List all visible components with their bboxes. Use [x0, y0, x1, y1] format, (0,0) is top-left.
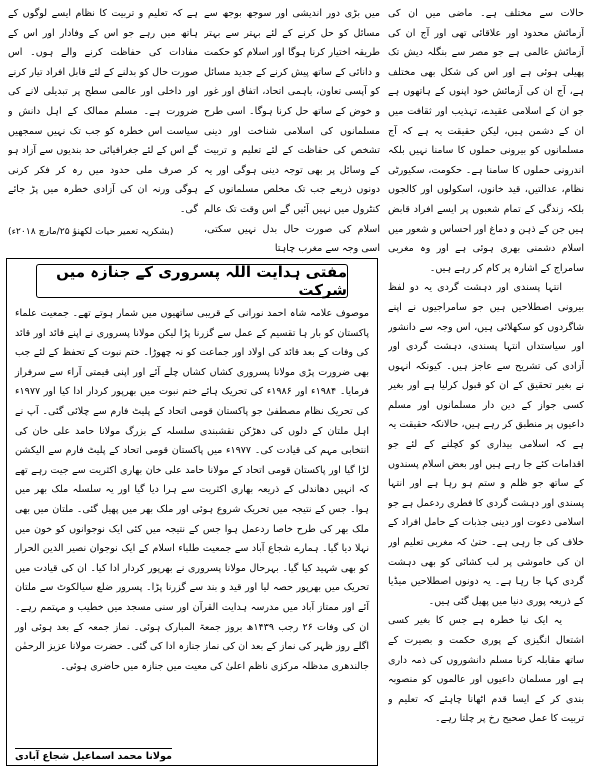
article-body: [7, 300, 377, 676]
author-signature: مولانا محمد اسماعیل شجاع آبادی: [15, 748, 172, 762]
column-right: [388, 4, 584, 770]
paragraph: میں بڑی دور اندیشی اور سوجھ بوجھ سے مسائل کو حل کرنے کے لئے بہتر سے بہتر طریقہ اختیار کرنا ہوگا اور اسلام کو حکمت و دانائی کے ساتھ پیش کرنے کے جدید مسائل کو آپسی تعاون، باہمی اتحاد، اتفاق اور غور و خوض کے ساتھ حل کرنا ہوگا۔ اسی طرح مسلمانوں کی اسلامی شناخت اور دینی تشخص کی حفاظت کے لئے تعلیم و تربیت کے وسائل پر بھی توجہ دینی ہوگی اور یہ دونوں ذریعے جب تک مخلص مسلمانوں کے کنٹرول میں نہیں آئیں گے اس وقت تک عالم اسلام کی صورت حال بدل نہیں سکتی، اسی وجہ سے مغرب چاہتا: [204, 8, 380, 255]
article-headline: مفتی ہدایت اللہ پسروری کے جنازہ میں شرکت: [56, 263, 347, 299]
paragraph: حالات سے مختلف ہے۔ ماضی میں ان کی آزمائش محدود اور علاقائی تھی اور آج ان کی آزمائش عالمی ہے جو مصر سے بنگلہ دیش تک پھیلی ہوئی ہے اور اس کی شکل بھی مختلف ہے، آج ان کی آزمائش خود اپنوں کے ہاتھوں ہے جو ان کے اسلامی عقیدے، تہذیب اور ثقافت میں ان کے دشمن ہیں، لیکن حقیقت یہ ہے کہ آج مسلمانوں کو بیرونی حملوں کا سامنا نہیں بلکہ اندرونی حملوں کا سامنا ہے۔ حکومت، سکیورٹی نظام، عدالتیں، قید خانوں، اسکولوں اور کالجوں بلکہ زندگی کے تمام شعبوں پر ایسے افراد قابض ہیں جن کے ذہن و دماغ اور احساس و شعور میں اسلام دشمنی بھری ہوئی ہے اور وہ مغربی سامراج کے اشارہ پر کام کر رہے ہیں۔: [388, 8, 584, 274]
source-credit: (بشکریہ تعمیر حیات لکھنؤ ۲۵/مارچ ۲۰۱۸ء): [8, 225, 174, 237]
paragraph: ہے کہ تعلیم و تربیت کا نظام ایسے لوگوں کے ہاتھ میں رہے جو اس کے وفادار اور اس کے مفادات کی حفاظت کرنے والے ہوں۔ اس صورت حال کو بدلنے کے لئے قابل افراد تیار کرنے اور داخلی اور عالمی سطح پر تبدیلی لانے کی ضرورت ہے۔ مسلم ممالک کے اہل دانش و سیاست اس خطرہ کو جب تک نہیں سمجھیں گے اس کے لئے جغرافیائی حد بندیوں سے آزاد ہو کر صرف ملی حدود میں رہ کر فکر کرنی ہوگی ورنہ ان کی آزادی خطرہ میں پڑ جائے گی۔: [8, 8, 198, 215]
column-middle: [204, 4, 380, 256]
article-headline-frame: [36, 264, 348, 298]
column-left: [8, 4, 198, 256]
paragraph: یہ ایک نیا خطرہ ہے جس کا بغیر کسی اشتعال انگیزی کے پوری حکمت و بصیرت کے ساتھ مقابلہ کرنا مسلم دانشوروں کی ذمہ داری ہے اور مسلمان داعیوں اور عالموں کو منصوبہ بندی کر کے ایسا قدم اٹھانا چاہئے کہ تعلیم و تربیت کا عمل صحیح رخ پر چلتا رہے۔: [388, 615, 584, 725]
paragraph: موصوف علامہ شاہ احمد نورانی کے قریبی ساتھیوں میں شمار ہوتے تھے۔ جمعیت علماء پاکستان کو بار ہا تقسیم کے عمل سے گزرنا پڑا لیکن مولانا پسروری نے اپنے قائد اور قائد کی وفات کے بعد قائد کی اولاد اور جماعت کو نہ چھوڑا۔ ختم نبوت کے تحفظ کے لئے جب بھی ضرورت پڑی مولانا پسروری کشاں کشاں چلے آئے اور اپنی قیمتی آراء سے سرفراز فرمایا۔ ۱۹۸۴ء اور ۱۹۸۶ء کی تحریک ہائے ختم نبوت میں بھرپور کردار ادا کیا اور ۱۹۷۷ء کی تحریک نظام مصطفیٰ جو پاکستان قومی اتحاد کے پلیٹ فارم سے چلائی گئی۔ آپ نے اہل ملتان کے دلوں کی دھڑکن نقشبندی سلسلہ کے بزرگ مولانا حامد علی خان کی انتخابی مہم کی قیادت کی۔ ۱۹۷۷ء میں پاکستان قومی اتحاد کے پلیٹ فارم سے الیکشن لڑا گیا اور پاکستان قومی اتحاد کے مولانا حامد علی خان بھاری اکثریت سے جیت رہے تھے کہ انہیں دھاندلی کے ذریعہ بھاری اکثریت سے ہرا دیا گیا اور یہ سلسلہ ملک بھر میں ہوا۔ جس کے نتیجہ میں تحریک شروع ہوئی اور ملک بھر میں پھیل گئی۔ ملتان میں بھی ملک بھر کی طرح خاصا ردعمل ہوا جس کے نتیجہ میں کئی ایک نوجوانوں کو خون میں نہلا دیا گیا۔ ہمارے شجاع آباد سے جمعیت طلباء اسلام کے ایک نوجوان نصیر الدین الحرار کو بھی شہید کیا گیا۔ بہرحال مولانا پسروری نے بھرپور کردار ادا کیا۔ ان کی قیادت میں تحریک میں بھرپور حصہ لیا اور قید و بند سے گزرنا پڑا۔ پسرور ضلع سیالکوٹ سے ملتان آئے اور ممتاز آباد میں مدرسہ ہدایت القرآن اور سنی مسجد میں خطیب و مہتمم رہے۔ ان کی وفات ۲۶ رجب ۱۴۳۹ھ بروز جمعۃ المبارک ہوئی۔ نماز جمعہ کے بعد ہوئی اور اگلے روز ظہر کی نماز کے بعد ان کی نماز جنازہ ادا کی گئی۔ حضرت مولانا عزیز الرحمٰن جالندھری مدظلہ مرکزی ناظم اعلیٰ کی معیت میں جنازہ میں حاضری ہوئی۔: [15, 308, 369, 672]
article-box: [6, 258, 378, 766]
paragraph: انتہا پسندی اور دہشت گردی یہ دو لفظ بیرونی اصطلاحیں ہیں جو سامراجیوں نے اپنے شاگردوں کو سکھلائی ہیں، اس وجہ سے دانشور اور سیاستداں انتہا پسندی، دہشت گردی اور آزادی کی تشریح سے عاجز ہیں۔ کیونکہ انہوں نے بغیر تحقیق کے ان کو قبول کرلیا ہے اور بغیر کسی جواز کے دین دار مسلمانوں اور مسلم داعیوں پر منطبق کر رہے ہیں، حالانکہ حقیقت یہ ہے کہ اسلامی بیداری کو کچلنے کے لئے جو اقدامات کئے جا رہے ہیں اور بعض اسلام پسندوں کے ساتھ جو ظلم و ستم ہو رہا ہے اور انتہا پسندی اور دہشت گردی کا فطری ردعمل ہے جو اسلامی دعوت اور دینی جذبات کے حامل افراد کے خلاف کی جا رہی ہے۔ حتیٰ کہ مغربی تعلیم اور ان کی خاموشی پر لب کشائی کو بھی دہشت گردی کہا جا رہا ہے۔ یہ دونوں اصطلاحیں میڈیا کے ذریعہ پوری دنیا میں پھیل گئی ہیں۔: [388, 282, 584, 607]
